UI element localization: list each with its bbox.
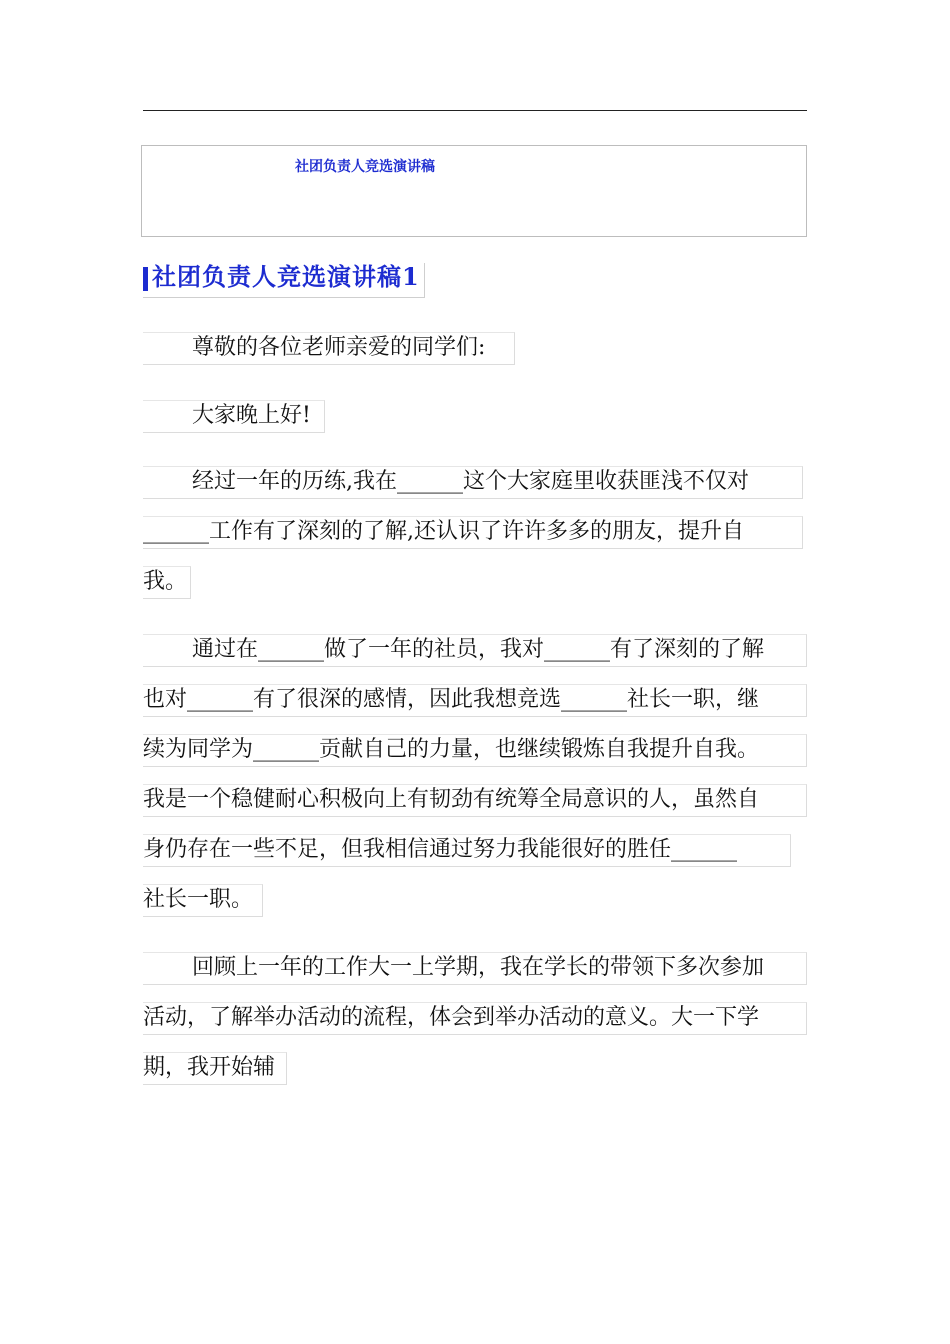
header-box xyxy=(141,145,807,237)
paragraph-line: 大家晚上好! xyxy=(143,400,325,433)
paragraph-line: 也对______有了很深的感情，因此我想竞选______社长一职，继 xyxy=(143,684,807,717)
paragraph-line: 我。 xyxy=(143,566,191,599)
paragraph-line: 我是一个稳健耐心积极向上有韧劲有统筹全局意识的人，虽然自 xyxy=(143,784,807,817)
top-rule xyxy=(143,110,807,111)
paragraph-line: 身仍存在一些不足，但我相信通过努力我能很好的胜任______ xyxy=(143,834,791,867)
paragraph-line: ______工作有了深刻的了解,还认识了许许多多的朋友，提升自 xyxy=(143,516,803,549)
header-title: 社团负责人竞选演讲稿 xyxy=(295,159,435,175)
paragraph-line: 期，我开始辅 xyxy=(143,1052,287,1085)
paragraph-line: 通过在______做了一年的社员，我对______有了深刻的了解 xyxy=(143,634,807,667)
paragraph-line: 社长一职。 xyxy=(143,884,263,917)
paragraph-line: 尊敬的各位老师亲爱的同学们: xyxy=(143,332,515,365)
section-heading xyxy=(143,263,425,298)
paragraph-line: 经过一年的历练,我在______这个大家庭里收获匪浅不仅对 xyxy=(143,466,803,499)
heading-text: 社团负责人竞选演讲稿1 xyxy=(152,262,420,291)
paragraph-line: 回顾上一年的工作大一上学期，我在学长的带领下多次参加 xyxy=(143,952,807,985)
paragraph-line: 活动，了解举办活动的流程，体会到举办活动的意义。大一下学 xyxy=(143,1002,807,1035)
heading-marker xyxy=(143,267,148,291)
paragraph-line: 续为同学为______贡献自己的力量，也继续锻炼自我提升自我。 xyxy=(143,734,807,767)
